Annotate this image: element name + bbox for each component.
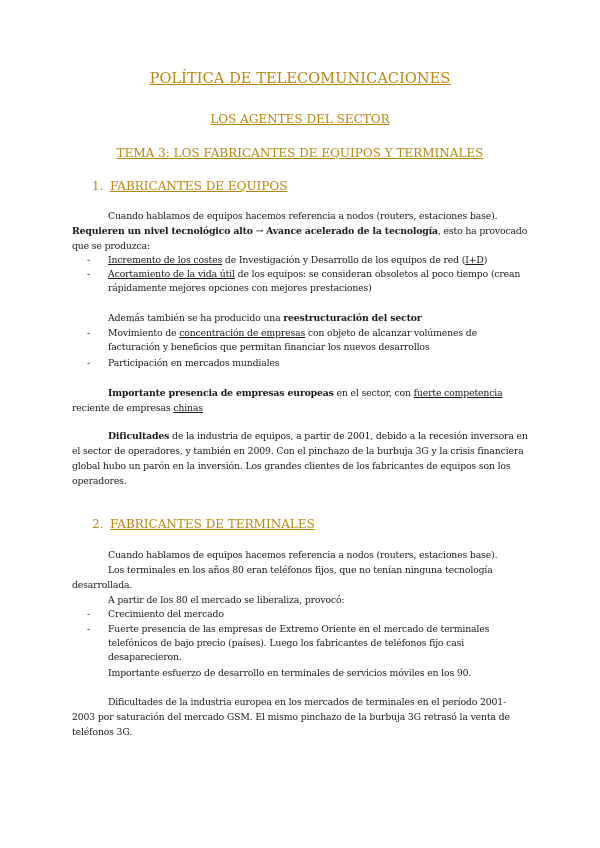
text: con objeto de alcanzar volúmenes de facturación y beneficios que permitan financiar los nuevos desarrollos: [108, 328, 477, 353]
text: Cuando hablamos de equipos hacemos referencia a nodos (routers, estaciones base).: [108, 211, 498, 222]
text: Crecimiento del mercado: [108, 609, 224, 620]
text: en el sector, con: [333, 388, 414, 399]
paragraph: [72, 311, 528, 326]
section-number: 1.: [92, 179, 104, 193]
section-heading-terminales: [92, 517, 315, 531]
paragraph: [72, 429, 528, 489]
bullet: -: [87, 255, 90, 266]
section-heading-text: FABRICANTES DE TERMINALES: [110, 517, 315, 531]
bold-text: Importante presencia de empresas europeas: [108, 388, 334, 399]
bullet: -: [87, 624, 90, 635]
section-heading-text: FABRICANTES DE EQUIPOS: [110, 179, 288, 193]
bold-text: Dificultades: [108, 431, 170, 442]
list-item: [87, 357, 528, 371]
topic-title: TEMA 3: LOS FABRICANTES DE EQUIPOS Y TERMINALES: [116, 146, 484, 160]
text: reciente de empresas: [72, 403, 174, 414]
text: Además también se ha producido una: [108, 313, 284, 324]
bold-text: reestructuración del sector: [283, 313, 422, 324]
underlined-text: concentración de empresas: [179, 328, 306, 339]
list-item: [87, 608, 528, 622]
text: de los equipos: se consideran obsoletos al poco tiempo (crean rápidamente mejores opciones con mejores prestaciones): [108, 269, 521, 294]
text: de la industria de equipos, a partir de 2001, debido a la recesión inversora en el sector de operadores, y también en 2009. Con el pinchazo de la burbuja 3G y la crisis financiera global hubo un parón en la inversión. Los grandes clientes de los fabricantes de equipos son los operadores.: [72, 431, 528, 487]
section-number: 2.: [92, 517, 104, 531]
text: Participación en mercados mundiales: [108, 358, 280, 369]
bullet: -: [87, 609, 90, 620]
text: , esto ha provocado que se produzca:: [72, 226, 528, 252]
text: Fuerte presencia de las empresas de Extremo Oriente en el mercado de terminales telefónicos de bajo precio (países). Luego los fabricantes de teléfonos fijo casi desaparecieron.: [108, 624, 490, 663]
bold-text: Avance acelerado de la tecnología: [266, 226, 438, 237]
text: A partir de los 80 el mercado se liberaliza, provocó:: [108, 595, 345, 606]
document-subtitle: LOS AGENTES DEL SECTOR: [210, 112, 390, 126]
text: de Investigación y Desarrollo de los equipos de red (: [222, 255, 466, 266]
text: Movimiento de: [108, 328, 180, 339]
list-item: [87, 254, 528, 268]
text: ): [483, 255, 488, 266]
paragraph: [72, 209, 528, 254]
list-item: [87, 268, 528, 296]
list-item: [87, 623, 528, 665]
text: Los terminales en los años 80 eran teléfonos fijos, que no tenían ninguna tecnología desarrollada.: [72, 565, 493, 591]
paragraph: Importante esfuerzo de desarrollo en terminales de servicios móviles en los 90.: [108, 668, 472, 679]
bullet: -: [87, 358, 90, 369]
section-heading-equipos: [92, 179, 287, 193]
underlined-text: Acortamiento de la vida útil: [108, 269, 235, 280]
underlined-text: chinas: [173, 403, 203, 414]
arrow-symbol: →: [252, 226, 267, 237]
bullet: -: [87, 328, 90, 339]
underlined-text: fuerte competencia: [413, 388, 503, 399]
paragraph: [72, 548, 528, 608]
paragraph: Dificultades de la industria europea en los mercados de terminales en el período 2001-2003 por saturación del mercado GSM. El mismo pinchazo de la burbuja 3G retrasó la venta de teléfonos 3G.: [72, 697, 510, 738]
bullet: -: [87, 269, 90, 280]
paragraph: [72, 386, 528, 416]
list-item: [87, 327, 528, 355]
underlined-text: I+D: [465, 255, 484, 266]
underlined-text: Incremento de los costes: [108, 255, 223, 266]
bold-text: Requieren un nivel tecnológico alto: [72, 226, 253, 237]
text: Cuando hablamos de equipos hacemos referencia a nodos (routers, estaciones base).: [108, 550, 498, 561]
document-title: POLÍTICA DE TELECOMUNICACIONES: [149, 71, 451, 87]
